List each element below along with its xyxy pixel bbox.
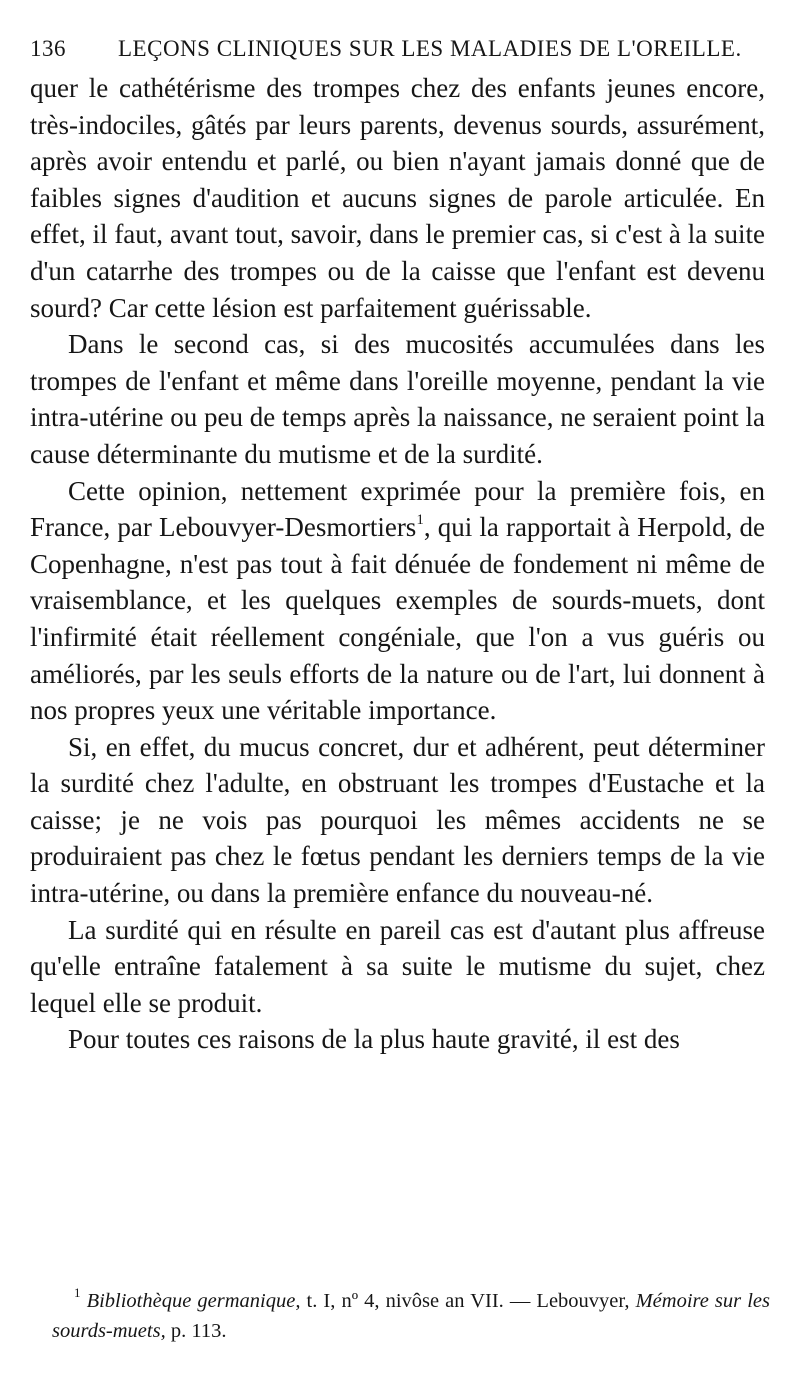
footnote-title: Bibliothèque germanique,	[86, 1290, 301, 1312]
running-title: LEÇONS CLINIQUES SUR LES MALADIES DE L'OREILLE.	[118, 36, 742, 61]
paragraph-6: Pour toutes ces raisons de la plus haute gravité, il est des	[68, 1024, 680, 1055]
footnote-marker: 1	[74, 1285, 81, 1301]
page-number: 136	[30, 36, 66, 61]
footnote-page: p. 113.	[165, 1320, 227, 1342]
body-text	[30, 70, 765, 1058]
paragraph-5: La surdité qui en résulte en pareil cas est d'autant plus affreuse qu'elle entraîne fatalement à sa suite le mutisme du sujet, chez lequel elle se produit.	[30, 914, 765, 1018]
footnote-reference[interactable]: 1	[416, 512, 424, 529]
paragraph-3-text-before: Cette opinion, nettement exprimée pour la première fois, en France, par Lebouvyer-Desmortiers	[30, 475, 765, 543]
footnote-ref: t. I, nº 4, nivôse an VII. — Lebouvyer,	[300, 1290, 636, 1312]
footnote	[52, 1286, 770, 1346]
running-header	[30, 36, 770, 72]
paragraph-3-text-after: , qui la rapportait à Herpold, de Copenhagne, n'est pas tout à fait dénuée de fondement ni même de vraisemblance, et les quelques exemples de sourds-muets, dont l'infirmité était réellement congéniale, que l'on a vus guéris ou améliorés, par les seuls efforts de la nature ou de l'art, lui donnent à nos propres yeux une véritable importance.	[30, 512, 765, 726]
footnote-work: Mémoire sur les sourds-muets,	[52, 1290, 770, 1342]
paragraph-1: quer le cathétérisme des trompes chez des enfants jeunes encore, très-indociles, gâtés par leurs parents, devenus sourds, assurément, après avoir entendu et parlé, ou bien n'ayant jamais donné que de faibles signes d'audition et aucuns signes de parole articulée. En effet, il faut, avant tout, savoir, dans le premier cas, si c'est à la suite d'un catarrhe des trompes ou de la caisse que l'enfant est devenu sourd? Car cette lésion est parfaitement guérissable.	[30, 73, 765, 323]
paragraph-4: Si, en effet, du mucus concret, dur et adhérent, peut déterminer la surdité chez l'adulte, en obstruant les trompes d'Eustache et la caisse; je ne vois pas pourquoi les mêmes accidents ne se produiraient pas chez le fœtus pendant les derniers temps de la vie intra-utérine, ou dans la première enfance du nouveau-né.	[30, 731, 765, 909]
paragraph-2: Dans le second cas, si des mucosités accumulées dans les trompes de l'enfant et même dans l'oreille moyenne, pendant la vie intra-utérine ou peu de temps après la naissance, ne seraient point la cause déterminante du mutisme et de la surdité.	[30, 329, 765, 469]
paragraph-3	[30, 473, 765, 729]
